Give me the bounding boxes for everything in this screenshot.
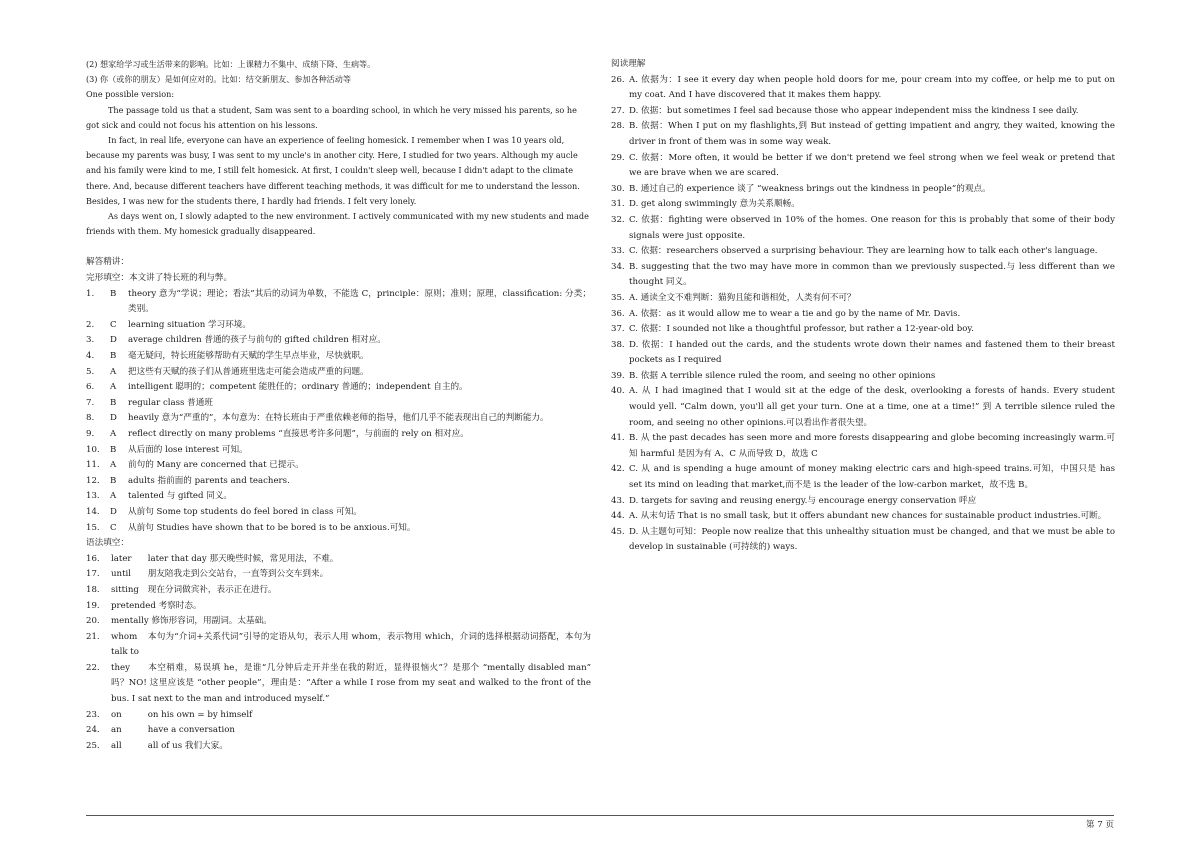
item-number: 6. xyxy=(86,382,95,393)
item-explanation: average children 普通的孩子与前句的 gifted children 相对应。 xyxy=(128,335,386,346)
item-number: 19. xyxy=(86,600,100,611)
reading-item xyxy=(611,260,1115,291)
grammar-item xyxy=(86,661,591,708)
item-number: 9. xyxy=(86,428,95,439)
item-explanation: later that day 那天晚些时候，常见用法，不难。 xyxy=(147,553,339,564)
grammar-answer-list xyxy=(86,552,591,755)
item-answer: pretended xyxy=(111,600,156,611)
item-number: 34. xyxy=(611,261,625,272)
item-content xyxy=(107,583,591,599)
item-number: 35. xyxy=(611,292,625,303)
item-explanation: adults 指前面的 parents and teachers. xyxy=(128,475,290,486)
writing-line: (2) 想家给学习或生活带来的影响。比如：上课精力不集中、成绩下降、生病等。 xyxy=(86,59,376,69)
item-answer: B xyxy=(110,397,117,408)
item-number: 18. xyxy=(86,584,100,595)
item-explanation: theory 意为“学说；理论；看法”其后的动词为单数，不能选 C，principle：原则；准则；原理，classification: 分类；类别。 xyxy=(128,288,591,315)
item-explanation: A. 依据为：I see it every day when people hold doors for me, pour cream into my coffee, or help me to put on my coat. And I have discovered that it makes them happy. xyxy=(629,74,1115,101)
item-number: 24. xyxy=(86,725,100,736)
reading-item xyxy=(611,291,1115,307)
reading-item xyxy=(611,244,1115,260)
item-answer: A xyxy=(110,382,117,393)
item-explanation: learning situation 学习环境。 xyxy=(128,319,251,330)
cloze-item xyxy=(86,521,591,537)
item-number: 7. xyxy=(86,397,95,408)
cloze-item xyxy=(86,365,591,381)
item-explanation: C. 依据：I sounded not like a thoughtful professor, but rather a 12-year-old boy. xyxy=(629,324,974,335)
cloze-item xyxy=(86,380,591,396)
item-number: 44. xyxy=(611,511,625,522)
left-column xyxy=(86,57,591,754)
item-explanation: 现在分词做宾补，表示正在进行。 xyxy=(147,584,277,595)
item-explanation: 毫无疑问，特长班能够帮助有天赋的学生早点毕业，尽快就职。 xyxy=(128,351,369,361)
cloze-item xyxy=(86,489,591,505)
analysis-title: 解答精讲： xyxy=(86,257,129,268)
item-content xyxy=(107,723,591,739)
item-explanation: all of us 我们大家。 xyxy=(147,740,228,751)
item-number: 45. xyxy=(611,526,625,537)
cloze-item xyxy=(86,396,591,412)
item-explanation: 修饰形容词，用副词。太基础。 xyxy=(151,616,272,627)
item-explanation: D. 从主题句可知：People now realize that this unhealthy situation must be changed, and that we must be able to develop in sustainable (可持续的) ways. xyxy=(629,526,1115,553)
reading-item xyxy=(611,213,1115,244)
cloze-item xyxy=(86,443,591,459)
reading-item xyxy=(611,307,1115,323)
item-number: 10. xyxy=(86,444,100,455)
item-explanation: C. 依据：More often, it would be better if we don't pretend we feel strong when we feel weak or pretend that we are brave when we are scared. xyxy=(629,152,1115,179)
reading-item xyxy=(611,322,1115,338)
item-explanation: heavily 意为“严重的”，本句意为：在特长班由于严重依赖老师的指导，他们几乎不能表现出自己的判断能力。 xyxy=(128,413,549,424)
essay-paragraph: As days went on, I slowly adapted to the new environment. I actively communicated with my new students and made friends with them. My homesick gradually disappeared. xyxy=(86,211,589,237)
item-explanation: 把这些有天赋的孩子们从普通班里选走可能会造成严重的问题。 xyxy=(128,366,369,377)
item-number: 1. xyxy=(86,288,95,299)
item-answer: A xyxy=(110,366,117,377)
item-answer: A xyxy=(110,491,117,502)
item-content xyxy=(107,567,591,583)
reading-item xyxy=(611,151,1115,182)
item-number: 27. xyxy=(611,105,625,116)
item-number: 28. xyxy=(611,121,625,132)
item-explanation: 前句的 Many are concerned that 已提示。 xyxy=(128,460,304,471)
item-answer: all xyxy=(111,740,122,751)
item-explanation: 从后面的 lose interest 可知。 xyxy=(128,444,248,455)
item-number: 36. xyxy=(611,308,625,319)
item-number: 17. xyxy=(86,569,100,580)
item-answer: A xyxy=(110,460,117,471)
item-number: 43. xyxy=(611,495,625,506)
grammar-item xyxy=(86,739,591,755)
item-number: 26. xyxy=(611,74,625,85)
item-explanation: 朋友陪我走到公交站台，一直等到公交车到来。 xyxy=(147,569,329,580)
cloze-item xyxy=(86,458,591,474)
reading-item xyxy=(611,384,1115,431)
item-explanation: D. 依据：but sometimes I feel sad because those who appear independent miss the kindness I see daily. xyxy=(629,105,1079,116)
item-explanation: A. 从 I had imagined that I would sit at the edge of the desk, overlooking a forests of hands. Every student would yell. “Calm down, you'll all get your turn. One at a time, one at a time!” 到 A terrible silence ruled the room, and seeing no other opinions.可以看出作者很失望。 xyxy=(629,386,1115,428)
item-number: 5. xyxy=(86,366,95,377)
essay-paragraph: In fact, in real life, everyone can have an experience of feeling homesick. I remember when I was 10 years old, because my parents was busy, I was sent to my uncle's in another city. Here, I studied for two years. Although my aucle and his family were kind to me, I still felt homesick. At first, I couldn't sleep well, because I didn't adapt to the climate there. And, because different teachers have different teaching methods, it was difficult for me to understand the lesson. Besides, I was new for the students there, I hardly had friends. I felt very lonely. xyxy=(86,135,580,206)
item-number: 3. xyxy=(86,335,95,346)
grammar-item xyxy=(86,723,591,739)
item-answer: A xyxy=(110,428,117,439)
item-number: 13. xyxy=(86,491,100,502)
item-explanation: A. 依据：as it would allow me to wear a tie and go by the name of Mr. Davis. xyxy=(629,308,961,319)
item-explanation: reflect directly on many problems “直接思考许多问题”，与前面的 rely on 相对应。 xyxy=(128,428,469,439)
item-explanation: C. 从 and is spending a huge amount of money making electric cars and high-speed trains.可知，中国只是 has set its mind on leading that market,而不是 is the leader of the low-carbon market，故不选 B。 xyxy=(629,464,1115,491)
item-explanation: A. 通读全文不难判断：猫狗且能和谐相处，人类有何不可？ xyxy=(629,292,856,303)
item-answer: C xyxy=(110,319,117,330)
item-number: 8. xyxy=(86,413,95,424)
item-explanation: B. 从 the past decades has seen more and more forests disappearing and globe becoming increasingly warm.可知 harmful 是因为有 A、C 从而导致 D，故选 C xyxy=(629,433,1115,459)
item-number: 14. xyxy=(86,506,100,517)
item-number: 42. xyxy=(611,464,625,475)
item-explanation: 从前句 Some top students do feel bored in class 可知。 xyxy=(128,506,362,517)
version-label: One possible version: xyxy=(86,89,175,100)
cloze-item xyxy=(86,411,591,427)
item-answer: D xyxy=(110,335,117,346)
cloze-item xyxy=(86,287,591,318)
grammar-item xyxy=(86,708,591,724)
reading-item xyxy=(611,182,1115,198)
reading-item xyxy=(611,509,1115,525)
reading-item xyxy=(611,525,1115,556)
item-number: 21. xyxy=(86,631,100,642)
item-number: 20. xyxy=(86,616,100,627)
reading-item xyxy=(611,338,1115,369)
item-number: 29. xyxy=(611,152,625,163)
item-explanation: have a conversation xyxy=(147,725,235,736)
item-number: 11. xyxy=(86,460,100,471)
item-explanation: 从前句 Studies have shown that to be bored is to be anxious.可知。 xyxy=(128,522,416,533)
item-content xyxy=(107,599,591,615)
item-content xyxy=(107,614,591,630)
item-explanation: on his own = by himself xyxy=(147,709,253,720)
cloze-item xyxy=(86,427,591,443)
item-answer: sitting xyxy=(111,584,139,595)
item-explanation: D. get along swimmingly 意为关系顺畅。 xyxy=(629,199,800,210)
item-explanation: 本句为“介词+关系代词”引导的定语从句，表示人用 whom，表示物用 which，介词的选择根据动词搭配，本句为 talk to xyxy=(111,631,592,658)
grammar-item xyxy=(86,614,591,630)
reading-item xyxy=(611,104,1115,120)
grammar-item xyxy=(86,599,591,615)
item-answer: an xyxy=(111,725,122,736)
grammar-item xyxy=(86,583,591,599)
cloze-item xyxy=(86,505,591,521)
reading-item xyxy=(611,462,1115,493)
item-answer: D xyxy=(110,506,117,517)
item-explanation: C. 依据：researchers observed a surprising behaviour. They are learning how to talk each other's language. xyxy=(629,246,1098,257)
item-explanation: D. targets for saving and reusing energy.与 encourage energy conservation 呼应 xyxy=(629,495,977,506)
reading-item xyxy=(611,73,1115,104)
item-number: 41. xyxy=(611,433,625,444)
grammar-title: 语法填空： xyxy=(86,538,129,549)
item-number: 37. xyxy=(611,324,625,335)
item-number: 33. xyxy=(611,246,625,257)
cloze-item xyxy=(86,349,591,365)
item-number: 15. xyxy=(86,522,100,533)
item-number: 12. xyxy=(86,475,100,486)
cloze-item xyxy=(86,318,591,334)
item-number: 16. xyxy=(86,553,100,564)
page-number: 第 7 页 xyxy=(1085,820,1114,830)
item-answer: B xyxy=(110,475,117,486)
item-number: 38. xyxy=(611,339,625,350)
reading-answer-list xyxy=(611,73,1115,556)
cloze-title: 完形填空：本文讲了特长班的利与弊。 xyxy=(86,273,233,284)
item-answer: until xyxy=(111,569,132,580)
item-answer: later xyxy=(111,553,132,564)
item-content xyxy=(107,708,591,724)
item-answer: B xyxy=(110,351,117,361)
item-number: 30. xyxy=(611,183,625,194)
item-explanation: B. 通过自己的 experience 谈了 “weakness brings out the kindness in people”的观点。 xyxy=(629,183,991,194)
cloze-item xyxy=(86,333,591,349)
grammar-item xyxy=(86,630,591,661)
item-content xyxy=(107,552,591,568)
item-number: 22. xyxy=(86,662,100,673)
item-number: 4. xyxy=(86,351,95,361)
item-content xyxy=(107,661,591,708)
item-explanation: 本空稍难，易误填 he，是谁“几分钟后走开并坐在我的附近，显得很恼火”？是那个 “mentally disabled man” 吗？NO! 这里应该是 “other people”，理由是：“After a while I rose from my seat and walked to the front of the bus. I sat next to the man and introduced myself.” xyxy=(111,662,592,705)
item-content xyxy=(107,630,591,661)
grammar-item xyxy=(86,552,591,568)
item-answer: D xyxy=(110,413,117,424)
item-number: 39. xyxy=(611,370,625,381)
item-explanation: 考察时态。 xyxy=(158,600,202,611)
item-number: 23. xyxy=(86,709,100,720)
grammar-item xyxy=(86,567,591,583)
reading-item xyxy=(611,369,1115,385)
essay-paragraph: The passage told us that a student, Sam was sent to a boarding school, in which he very missed his parents, so he got sick and could not focus his attention on his lessons. xyxy=(86,104,577,130)
right-column xyxy=(611,57,1115,556)
footer-divider xyxy=(86,815,1114,816)
item-explanation: B. 依据 A terrible silence ruled the room, and seeing no other opinions xyxy=(629,370,936,381)
item-explanation: B. 依据：When I put on my flashlights,到 But instead of getting impatient and angry, they waited, knowing the driver in front of them was in some way weak. xyxy=(629,121,1115,147)
item-answer: on xyxy=(111,709,122,720)
item-number: 25. xyxy=(86,740,100,751)
item-explanation: D. 依据：I handed out the cards, and the students wrote down their names and fastened them to their breast pockets as I required xyxy=(629,339,1115,366)
cloze-item xyxy=(86,474,591,490)
item-answer: B xyxy=(110,444,117,455)
item-content xyxy=(107,739,591,755)
writing-line: (3) 你（或你的朋友）是如何应对的。比如：结交新朋友、参加各种活动等 xyxy=(86,74,351,85)
item-answer: whom xyxy=(111,631,138,642)
item-answer: they xyxy=(111,662,130,673)
reading-item xyxy=(611,431,1115,462)
item-number: 31. xyxy=(611,199,625,210)
item-explanation: intelligent 聪明的；competent 能胜任的；ordinary 普通的；independent 自主的。 xyxy=(128,382,468,393)
item-explanation: A. 从末句话 That is no small task, but it offers abundant new chances for sustainable product industries.可断。 xyxy=(629,511,1107,522)
item-number: 40. xyxy=(611,386,625,397)
item-number: 2. xyxy=(86,319,95,330)
reading-item xyxy=(611,197,1115,213)
reading-item xyxy=(611,494,1115,510)
item-explanation: regular class 普通班 xyxy=(128,397,213,408)
item-explanation: B. suggesting that the two may have more in common than we previously suspected.与 less different than we thought 同义。 xyxy=(629,261,1115,288)
reading-title: 阅读理解 xyxy=(611,59,646,69)
item-answer: C xyxy=(110,522,117,533)
item-explanation: talented 与 gifted 同义。 xyxy=(128,491,233,502)
reading-item xyxy=(611,119,1115,150)
item-explanation: C. 依据：fighting were observed in 10% of the homes. One reason for this is probably that some of their body signals were just opposite. xyxy=(629,214,1115,241)
cloze-answer-list xyxy=(86,287,591,537)
item-number: 32. xyxy=(611,214,625,225)
item-answer: B xyxy=(110,288,117,299)
item-answer: mentally xyxy=(111,616,149,627)
